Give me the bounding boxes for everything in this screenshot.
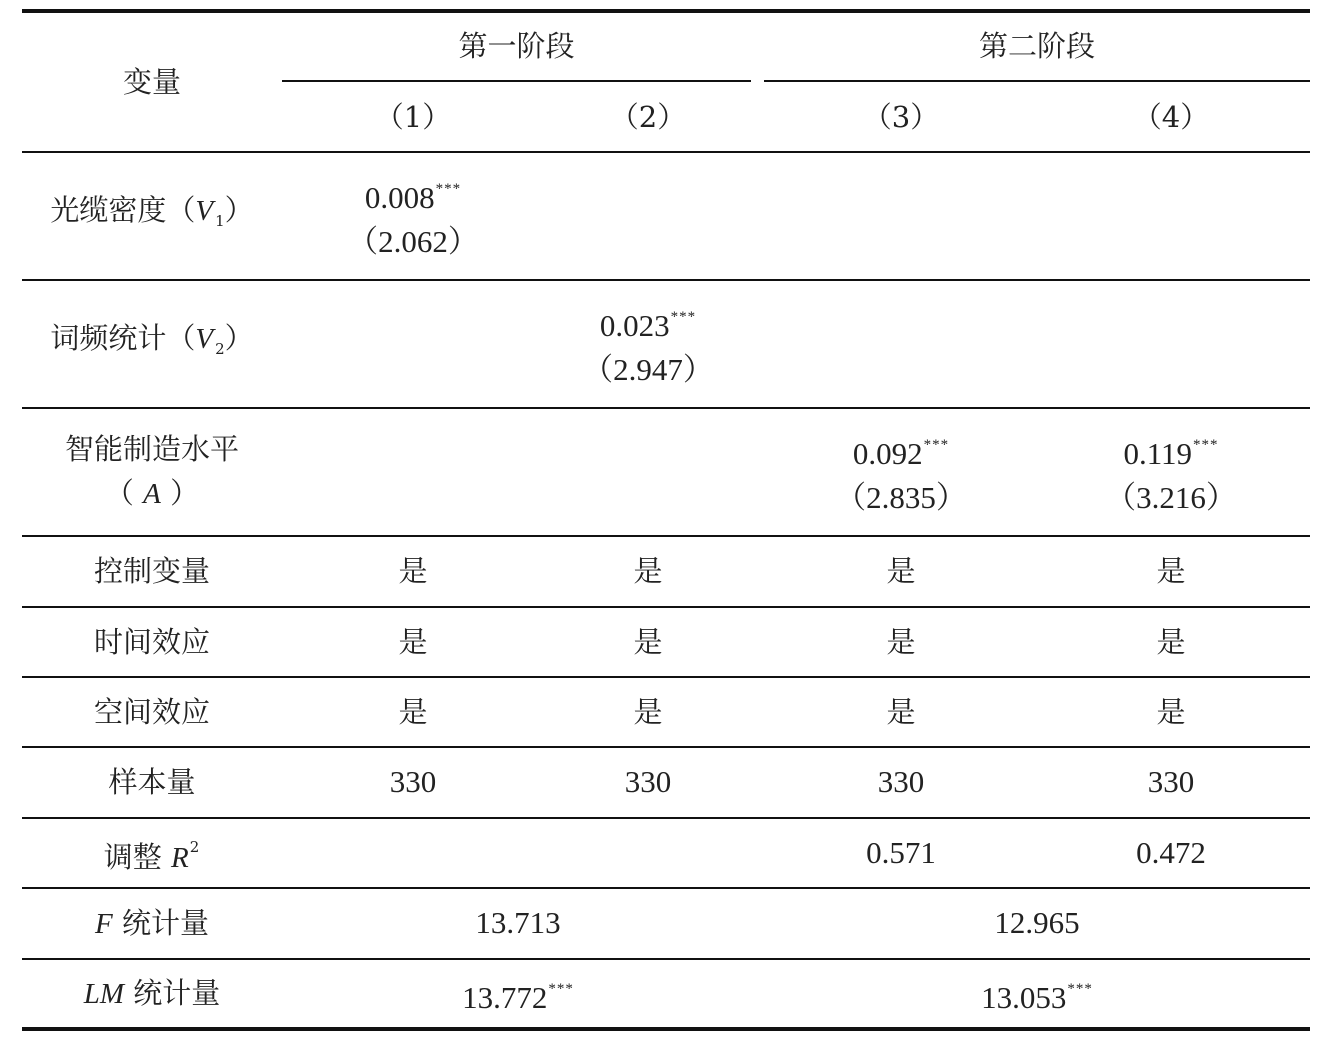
v1-stars: *** [435,181,462,197]
lm-stat-stage2 [764,959,1310,1027]
row-label-sample-size: 样本量 [108,765,196,799]
adj-r2-prefix: 调整 [103,840,171,874]
a-var: A [143,478,161,510]
row-label-controls: 控制变量 [93,554,210,588]
a-col4-coef-line [1123,423,1218,476]
header-variable: 变量 [122,64,181,99]
v1-label-line [50,188,253,243]
a-col3-stars: *** [923,437,950,453]
adj-r2-label-line [104,825,200,880]
v1-label-prefix: 光缆密度（ [50,193,196,227]
time-effect-col2: 是 [633,624,663,659]
row-label-space-effect: 空间效应 [93,694,210,729]
v2-var: V [195,323,214,355]
f-stat-label-line [95,901,209,946]
a-col3 [770,408,1032,535]
a-col4-coef: 0.119 [1123,436,1193,471]
time-effect-col3: 是 [886,624,916,659]
adj-r2-col4: 0.472 [1136,834,1206,870]
v2-stars: *** [670,309,697,325]
a-label-open: （ [104,476,144,510]
sample-size-col1: 330 [389,764,437,799]
v1-col1 [300,152,526,279]
a-col4-stars: *** [1193,437,1219,453]
row-label-time-effect: 时间效应 [93,624,210,659]
adj-r2-col3: 0.571 [866,834,936,870]
space-effect-col3: 是 [886,694,916,729]
lm-stat-stage1-value: 13.772 [462,979,548,1015]
v1-var: V [195,195,214,227]
lm-stat-var: LM [83,977,125,1010]
lm-stat-stage2-line [981,967,1093,1020]
time-effect-col1: 是 [398,624,428,659]
row-label-lm-stat [22,959,282,1027]
v1-coef: 0.008 [364,180,435,215]
v2-label-prefix: 词频统计（ [50,321,196,355]
f-stat-stage1: 13.713 [475,905,561,940]
row-label-f-stat [22,888,282,958]
sample-size-col2: 330 [624,764,672,799]
v2-label-suffix: ） [224,321,254,355]
v2-tstat: （2.947） [582,352,714,387]
v1-tstat: （2.062） [347,224,479,259]
v1-coef-line [365,167,461,220]
a-col3-tstat: （2.835） [835,480,967,515]
v2-label-line [50,316,253,371]
f-stat-stage2: 12.965 [994,905,1080,940]
row-label-adj-r2 [22,818,282,887]
adj-r2-var: R [170,842,189,874]
v1-label-suffix: ） [224,193,254,227]
a-label-line1: 智能制造水平 [64,432,239,466]
controls-col2: 是 [633,554,663,588]
lm-stat-stage1 [300,959,736,1027]
a-label-close: ） [160,476,200,510]
controls-col1: 是 [398,554,428,588]
sample-size-col4: 330 [1147,764,1195,799]
f-stat-suffix: 统计量 [112,905,209,940]
header-col-2: （2） [609,99,687,134]
header-stage2: 第二阶段 [978,29,1095,63]
row-label-v2 [22,280,282,407]
header-col-3: （3） [862,99,940,134]
lm-stat-stage2-stars: *** [1067,980,1093,997]
lm-stat-stage1-stars: *** [548,980,574,997]
space-effect-col4: 是 [1156,694,1186,729]
header-col-4: （4） [1132,99,1210,134]
v2-subscript: 2 [215,340,225,358]
lm-stat-stage2-value: 13.053 [981,979,1067,1015]
row-label-a [22,408,282,535]
a-col4-tstat: （3.216） [1105,480,1237,515]
f-stat-var: F [95,907,113,940]
lm-stat-stage1-line [462,967,574,1020]
row-label-v1 [22,152,282,279]
a-col3-coef: 0.092 [852,436,923,471]
header-col-1: （1） [374,99,452,134]
v2-coef: 0.023 [599,308,670,343]
a-col3-coef-line [853,423,949,476]
a-col4 [1032,408,1310,535]
controls-col4: 是 [1156,554,1186,588]
time-effect-col4: 是 [1156,624,1186,659]
lm-stat-suffix: 统计量 [124,975,221,1010]
space-effect-col2: 是 [633,694,663,729]
v2-col2 [526,280,770,407]
a-label-line2 [105,471,199,516]
lm-stat-label-line [84,971,221,1016]
v1-subscript: 1 [215,212,225,230]
v2-coef-line [600,295,696,348]
adj-r2-sup: 2 [189,838,201,856]
controls-col3: 是 [886,554,916,588]
sample-size-col3: 330 [877,764,925,799]
header-stage1: 第一阶段 [458,29,575,63]
space-effect-col1: 是 [398,694,428,729]
table-bottom-rule [22,1027,1310,1031]
